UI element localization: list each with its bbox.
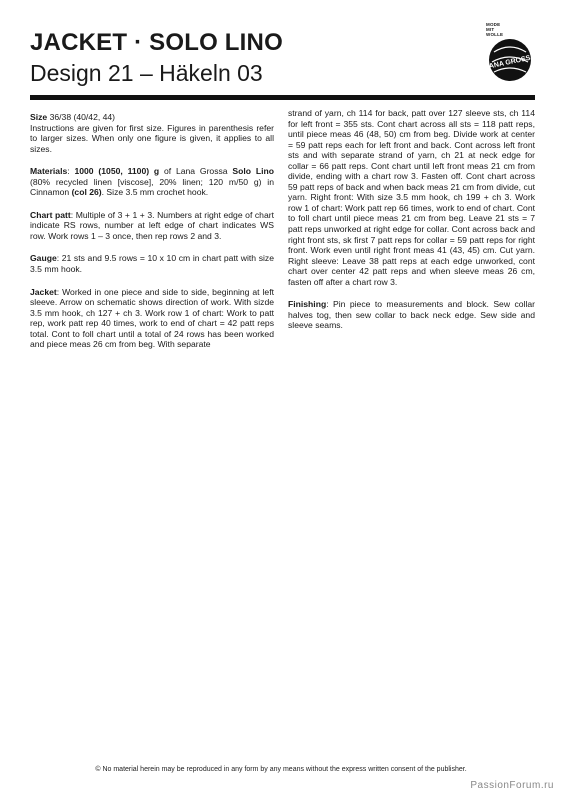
instructions-right-column [288, 108, 535, 343]
svg-text:LANA GROSSA: LANA GROSSA [484, 53, 532, 72]
logo-tagline: MODE MIT WOLLE [486, 22, 504, 37]
gauge-label: Gauge [30, 253, 57, 264]
materials-text-1: : [67, 166, 75, 177]
size-label: Size [30, 112, 48, 122]
finishing-label: Finishing [288, 299, 327, 310]
chart-section [30, 210, 274, 242]
size-value: 36/38 (40/42, 44) [47, 112, 116, 122]
materials-quantity: 1000 (1050, 1100) g [74, 166, 160, 177]
jacket-continued: strand of yarn, ch 114 for back, patt over 127 sleeve sts, ch 114 for left front = 355 sts. Cont chart across all sts = 118 patt reps, until piece meas 46 (48, 50) cm from beg. Divide work at center = 59 patt reps each for left front and back. Cont across left front sts and with separate strand of yarn, ch 21 at neck edge for collar = 66 patt reps. Cont chart until left front meas 21 cm from divide, ending with a chart row 3. Fasten off. Cont chart across 59 patt reps of back and when back meas 21 cm from divide, cut yarn. Right front: With size 3.5 mm hook, ch 199 + ch 3. Work row 1 of chart: Work patt rep 66 times, work to end of chart. Cont to foll chart until piece meas 21 cm from beg. Leave 21 sts = 7 patt reps unworked at right edge for collar. Cont across back and right front sts, sk first 7 patt reps for collar = 59 patt reps for right front. Work even until right front meas 41 (43, 45) cm. Cut yarn. Right sleeve: Leave 38 patt reps at each edge unworked, cont chart over center 42 patt reps and when sleeve meas 26 cm, fasten off after a chart row 3. [288, 108, 535, 287]
finishing-text: : Pin piece to measurements and block. Sew collar halves tog, then sew collar to back neck edge. Sew side and sleeve seams. [288, 299, 535, 331]
materials-yarn: Solo Lino [232, 166, 274, 177]
materials-text-4: . Size 3.5 mm crochet hook. [101, 187, 209, 198]
gauge-text: : 21 sts and 9.5 rows = 10 x 10 cm in chart patt with size 3.5 mm hook. [30, 253, 274, 275]
materials-color: (col 26) [71, 187, 102, 198]
materials-label: Materials [30, 166, 68, 177]
chart-text: : Multiple of 3 + 1 + 3. Numbers at right edge of chart indicate RS rows, number at left edge of chart indicates WS row. Work rows 1 – 3 once, then rep rows 2 and 3. [30, 209, 274, 241]
materials-text-2: of Lana Grossa [159, 166, 233, 177]
materials-text-3: (80% recycled linen [viscose], 20% linen; 120 m/50 g) in Cinnamon [30, 176, 274, 198]
materials-section [30, 166, 274, 198]
page-subtitle: Design 21 – Häkeln 03 [30, 60, 263, 86]
gauge-section [30, 253, 274, 274]
size-section [30, 112, 274, 154]
finishing-section [288, 299, 535, 331]
lana-grossa-logo [480, 22, 532, 84]
page-title: JACKET · SOLO LINO [30, 29, 283, 56]
jacket-label: Jacket [30, 286, 57, 297]
chart-label: Chart patt [30, 209, 71, 220]
jacket-section [30, 287, 274, 350]
size-note: Instructions are given for first size. Figures in parenthesis refer to larger sizes. When only one figure is given, it applies to all sizes. [30, 122, 274, 154]
header-rule [30, 95, 535, 100]
copyright-footer: © No material herein may be reproduced in any form by any means without the express written consent of the publisher. [95, 766, 467, 773]
instructions-left-column [30, 112, 274, 362]
watermark: PassionForum.ru [470, 780, 554, 791]
jacket-text: : Worked in one piece and side to side, beginning at left sleeve. Arrow on schematic shows direction of work. With sizde 3.5 mm hook, ch 127 + ch 3. Work row 1 of chart: Work to patt rep, work patt rep 40 times, work to end of chart = 42 patt reps total. Cont to foll chart until a total of 24 rows has been worked and piece meas 26 cm from beg. With separate [30, 286, 274, 350]
